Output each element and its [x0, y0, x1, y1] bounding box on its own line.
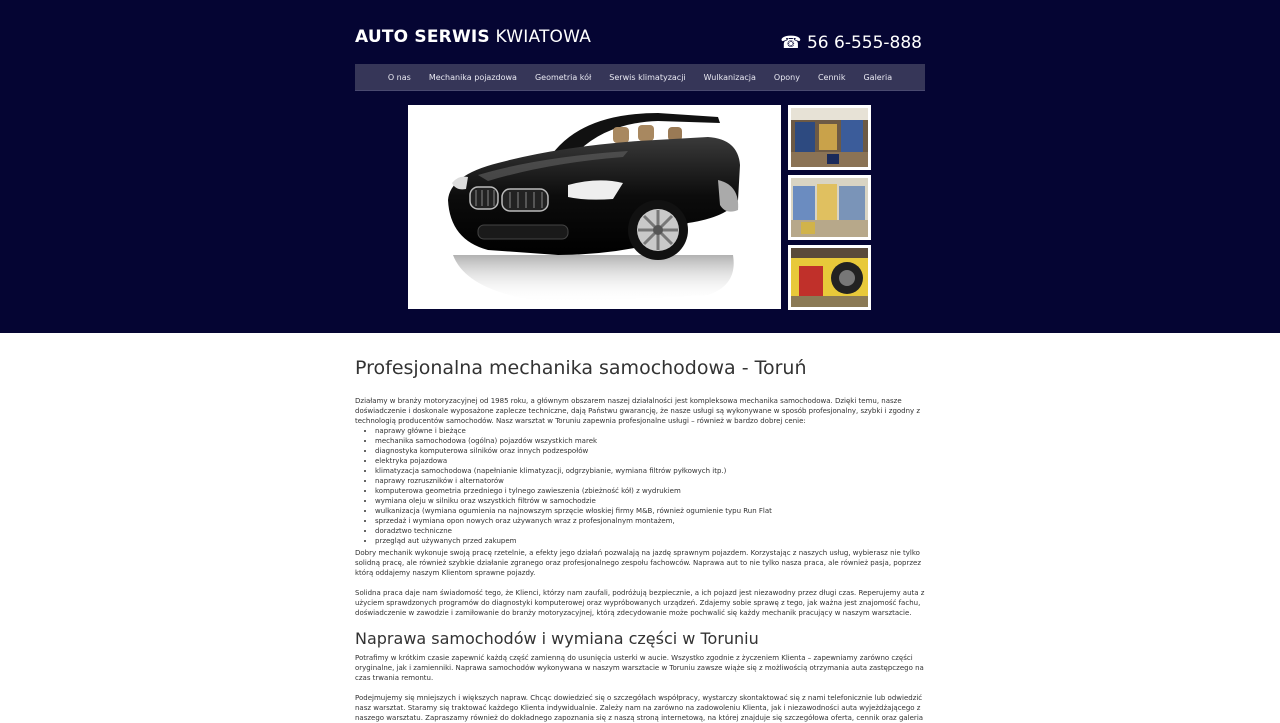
site-logo[interactable]	[355, 27, 591, 47]
list-item: • naprawy rozruszników i alternatorów	[375, 476, 925, 486]
paragraph-5: Podejmujemy się mniejszych i większych napraw. Chcąc dowiedzieć się o szczegółach współpracy, wystarczy skontaktować się z nami telefonicznie lub odwiedzić nasz warsztat. Staramy się traktować każdego Klienta indywidualnie. Zależy nam na zarówno na zadowoleniu Klienta, jak i niezawodności auta wyjeżdżającego z naszego warsztatu. Zapraszamy również do dokładnego zapoznania się z naszą stroną internetową, na której znajduje się szczegółowa oferta, cennik oraz galeria	[355, 694, 924, 722]
thumb-tire-machine[interactable]	[788, 245, 871, 310]
phone-number[interactable]: ☎ 56 6-555-888	[780, 33, 922, 53]
section-subtitle: Naprawa samochodów i wymiana części w Toruniu	[355, 629, 759, 648]
nav-item-klimatyzacja[interactable]: Serwis klimatyzacji	[609, 72, 686, 82]
header	[0, 0, 1280, 333]
intro-paragraph: Działamy w branży motoryzacyjnej od 1985 roku, a głównym obszarem naszej działalności jest kompleksowa mechanika samochodowa. Dzięki temu, nasze doświadczenie i doskonale wyposażone zaplecze techniczne, dają Państwu gwarancję, że nasze usługi są wykonywane w sposób profesjonalny, szybki i zgodny z technologią producentów samochodów. Nasz warsztat w Toruniu zapewnia profesjonalne usługi – również w bardzo dobrej cenie:	[355, 397, 921, 425]
list-item: • komputerowa geometria przedniego i tylnego zawieszenia (zbieżność kół) z wydrukiem	[375, 486, 925, 496]
list-item: • sprzedaż i wymiana opon nowych oraz używanych wraz z profesjonalnym montażem,	[375, 516, 925, 526]
page-title: Profesjonalna mechanika samochodowa - Toruń	[355, 357, 807, 379]
list-item: • mechanika samochodowa (ogólna) pojazdów wszystkich marek	[375, 436, 925, 446]
list-item: • przegląd aut używanych przed zakupem	[375, 536, 925, 546]
nav-item-geometria[interactable]: Geometria kół	[534, 72, 592, 82]
paragraph-4: Potrafimy w krótkim czasie zapewnić każdą część zamienną do usunięcia usterki w aucie. Wszystko zgodnie z życzeniem Klienta – zapewniamy zarówno części oryginalne, jak i zamienniki. Naprawa samochodów wykonywana w naszym warsztacie w Toruniu zawsze wiąże się z możliwością otrzymania auta zastępczego na czas trwania remontu.	[355, 654, 924, 682]
workshop-parts-image	[791, 178, 868, 237]
brand-light: KWIATOWA	[495, 27, 592, 47]
convertible-car-image	[408, 105, 781, 309]
nav-item-mechanika[interactable]: Mechanika pojazdowa	[428, 72, 517, 82]
paragraph-3: Solidna praca daje nam świadomość tego, że Klienci, którzy nam zaufali, podróżują bezpiecznie, a ich pojazd jest niezawodny przez długi czas. Reperujemy auta z użyciem sprawdzonych programów do diagnostyki komputerowej oraz wypróbowanych urządzeń. Zdajemy sobie sprawę z tego, jak ważna jest znajomość fachu, doświadczenie w zawodzie i zamiłowanie do branży motoryzacyjnej, którą zdecydowanie może pochwalić się każdy mechanik pracujący w naszym warsztacie.	[355, 589, 925, 617]
brand-bold: AUTO SERWIS	[355, 27, 490, 47]
list-item: • elektryka pojazdowa	[375, 456, 925, 466]
list-item: • naprawy główne i bieżące	[375, 426, 925, 436]
nav-item-wulkanizacja[interactable]: Wulkanizacja	[703, 72, 756, 82]
workshop-shelves-image	[791, 108, 868, 167]
nav-item-opony[interactable]: Opony	[773, 72, 800, 82]
nav-item-galeria[interactable]: Galeria	[863, 72, 893, 82]
nav-item-cennik[interactable]: Cennik	[817, 72, 846, 82]
list-item: • klimatyzacja samochodowa (napełnianie klimatyzacji, odgrzybianie, wymiana filtrów pyłkowych itp.)	[375, 466, 925, 476]
paragraph-2: Dobry mechanik wykonuje swoją pracę rzetelnie, a efekty jego działań pozwalają na jazdę sprawnym pojazdem. Korzystając z naszych usług, wybierasz nie tylko solidną pracę, ale również szybkie działanie zgranego oraz profesjonalnego zespołu fachowców. Naprawa aut to nie tylko nasza praca, ale również pasja, poprzez którą oddajemy naszym Klientom sprawne pojazdy.	[355, 549, 921, 577]
hero-car-image	[408, 105, 781, 309]
list-item: • wulkanizacja (wymiana ogumienia na najnowszym sprzęcie włoskiej firmy M&B, również ogumienie typu Run Flat	[375, 506, 925, 516]
main-content	[355, 333, 925, 723]
list-item: • wymiana oleju w silniku oraz wszystkich filtrów w samochodzie	[375, 496, 925, 506]
services-list	[355, 426, 925, 546]
main-nav	[355, 64, 925, 91]
list-item: • doradztwo techniczne	[375, 526, 925, 536]
list-item: • diagnostyka komputerowa silników oraz innych podzespołów	[375, 446, 925, 456]
thumb-workshop-shelves[interactable]	[788, 105, 871, 170]
tire-machine-image	[791, 248, 868, 307]
thumb-workshop-parts[interactable]	[788, 175, 871, 240]
nav-item-o-nas[interactable]: O nas	[387, 72, 411, 82]
